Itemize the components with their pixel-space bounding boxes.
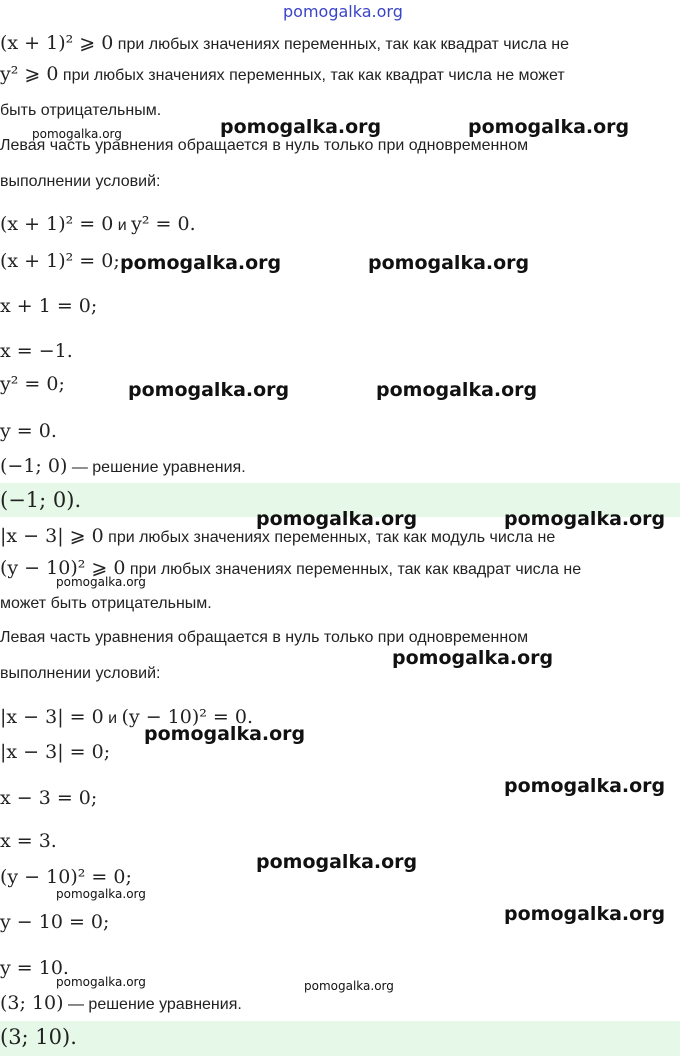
watermark-text: pomogalka.org (368, 252, 530, 274)
text: может быть отрицательным. (0, 595, 212, 612)
text: при любых значениях переменных, так как квадрат числа не может (58, 67, 565, 84)
math: (x + 1)² ⩾ 0 (0, 32, 114, 54)
watermark-text: pomogalka.org (283, 2, 403, 21)
math: (y − 10)² = 0; (0, 866, 132, 888)
solution-line (0, 456, 246, 478)
math: (3; 10) (0, 992, 64, 1014)
watermark-text: pomogalka.org (256, 851, 418, 873)
solution-line (0, 628, 528, 648)
solution-line (0, 788, 97, 810)
watermark-text: pomogalka.org (504, 775, 666, 797)
solution-line (0, 664, 161, 684)
math: y = 0. (0, 420, 57, 442)
watermark-text: pomogalka.org (256, 508, 418, 530)
text: Левая часть уравнения обращается в нуль только при одновременном (0, 629, 529, 646)
math: y² = 0; (0, 373, 65, 395)
solution-line (0, 831, 57, 853)
watermark-text: pomogalka.org (504, 508, 666, 530)
text: — решение уравнения. (63, 996, 242, 1013)
math: y² = 0. (131, 213, 196, 235)
solution-line (0, 742, 110, 764)
watermark-text: pomogalka.org (220, 116, 382, 138)
math: x = −1. (0, 340, 73, 362)
math: y² ⩾ 0 (0, 63, 59, 85)
watermark-text: pomogalka.org (376, 379, 538, 401)
solution-line (0, 251, 120, 273)
math: (−1; 0) (0, 455, 68, 477)
watermark-text: pomogalka.org (32, 127, 122, 141)
math: (3; 10). (0, 1025, 77, 1049)
solution-line (0, 867, 132, 889)
text: — решение уравнения. (67, 459, 246, 476)
math: |x − 3| = 0 (0, 706, 104, 728)
text: выполнении условий: (0, 173, 161, 190)
watermark-text: pomogalka.org (504, 903, 666, 925)
text: выполнении условий: (0, 665, 161, 682)
solution-line (0, 214, 196, 236)
watermark-text: pomogalka.org (56, 887, 146, 901)
solution-line (0, 101, 161, 121)
solution-line (0, 374, 65, 396)
solution-line (0, 421, 57, 443)
solution-line (0, 993, 242, 1015)
answer-line (0, 1027, 77, 1050)
answer-highlight-2 (0, 1021, 680, 1056)
math: (y − 10)² ⩾ 0 (0, 557, 126, 579)
text: при любых значениях переменных, так как модуль числа не (103, 529, 556, 546)
text: и (113, 217, 132, 234)
solution-line (0, 296, 97, 318)
watermark-text: pomogalka.org (144, 723, 306, 745)
solution-line (0, 341, 73, 363)
text: при любых значениях переменных, так как квадрат числа не (125, 561, 582, 578)
watermark-text: pomogalka.org (120, 252, 282, 274)
math: y = 10. (0, 957, 69, 979)
text: и (103, 710, 122, 727)
solution-line (0, 33, 569, 55)
solution-line (0, 594, 212, 614)
answer-line (0, 490, 81, 513)
solution-line (0, 64, 565, 86)
math: (y − 10)² = 0. (121, 706, 254, 728)
math: x = 3. (0, 830, 57, 852)
text: быть отрицательным. (0, 102, 162, 119)
solution-line (0, 172, 161, 192)
math: x − 3 = 0; (0, 787, 98, 809)
text: Левая часть уравнения обращается в нуль только при одновременном (0, 137, 529, 154)
solution-line (0, 912, 109, 934)
watermark-text: pomogalka.org (392, 647, 554, 669)
math: (x + 1)² = 0; (0, 250, 120, 272)
math: |x − 3| = 0; (0, 741, 111, 763)
watermark-text: pomogalka.org (468, 116, 630, 138)
watermark-text: pomogalka.org (56, 975, 146, 989)
watermark-text: pomogalka.org (128, 379, 290, 401)
math: x + 1 = 0; (0, 295, 98, 317)
math: y − 10 = 0; (0, 911, 110, 933)
watermark-text: pomogalka.org (56, 575, 146, 589)
math: (x + 1)² = 0 (0, 213, 114, 235)
math: (−1; 0). (0, 488, 82, 512)
watermark-text: pomogalka.org (304, 979, 394, 993)
text: при любых значениях переменных, так как квадрат числа не (113, 36, 569, 53)
math: |x − 3| ⩾ 0 (0, 525, 104, 547)
